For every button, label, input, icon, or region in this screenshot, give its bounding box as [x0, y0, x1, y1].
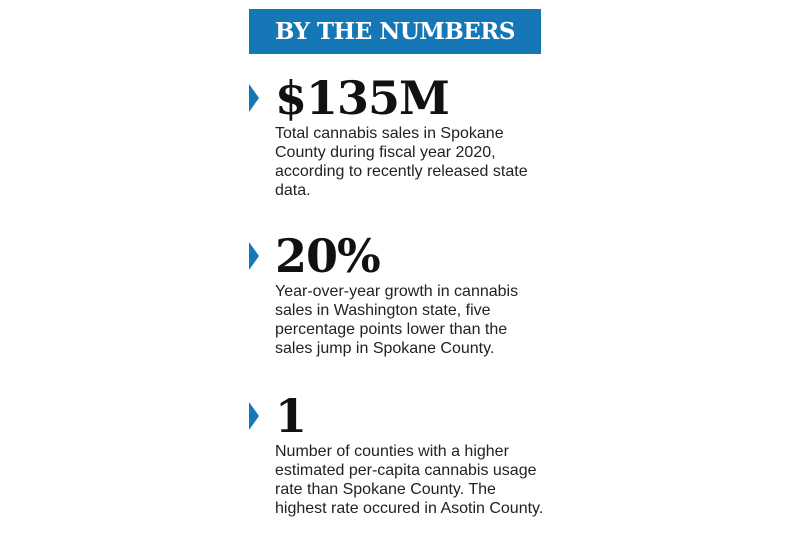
banner-title: BY THE NUMBERS	[274, 18, 516, 45]
stat-description-line: rate than Spokane County. The	[275, 481, 496, 498]
stat-description	[275, 124, 547, 200]
stat-description-line: Number of counties with a higher	[275, 443, 509, 460]
stat-description-line: Total cannabis sales in Spokane	[275, 125, 504, 142]
triangle-marker-icon	[249, 242, 259, 270]
stat-figure: 1	[275, 389, 307, 443]
stat-description-line: according to recently released state	[275, 163, 528, 180]
stat-description-line: County during fiscal year 2020,	[275, 144, 496, 161]
stat-description-line: sales in Washington state, five	[275, 302, 491, 319]
stat-figure: 20%	[275, 229, 380, 283]
stat-description-line: data.	[275, 182, 311, 199]
header-banner	[249, 9, 541, 54]
triangle-marker-icon	[249, 402, 259, 430]
stat-figure: $135M	[275, 71, 449, 125]
stat-description	[275, 282, 547, 358]
stat-description-line: Year-over-year growth in cannabis	[275, 283, 519, 300]
triangle-marker-icon	[249, 84, 259, 112]
stat-description-line: percentage points lower than the	[275, 321, 508, 338]
stat-description	[275, 442, 547, 518]
stat-description-line: sales jump in Spokane County.	[275, 340, 495, 357]
stat-description-line: highest rate occured in Asotin County.	[275, 500, 544, 517]
stat-description-line: estimated per-capita cannabis usage	[275, 462, 537, 479]
